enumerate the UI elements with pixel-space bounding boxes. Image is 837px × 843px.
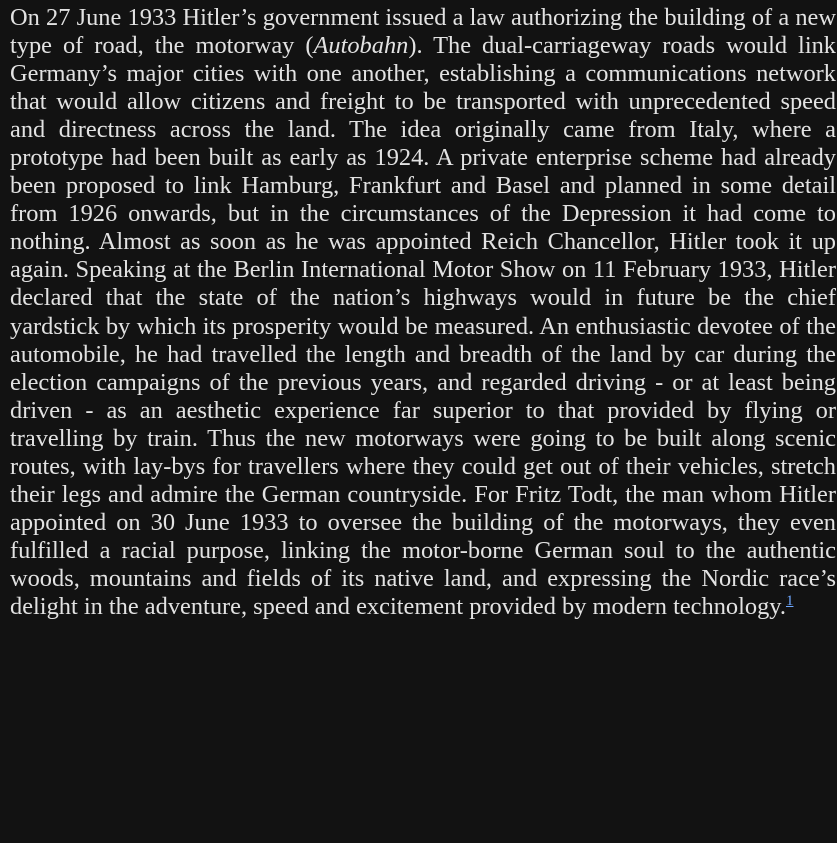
paragraph-text-rest: ). The dual-carriageway roads would link Germany’s major cities with one another, establishing a communications network that would allow citizens and freight to be transported with unprecedented speed and directness across the land. The idea originally came from Italy, where a prototype had been built as early as 1924. A private enterprise scheme had already been proposed to link Hamburg, Frankfurt and Basel and planned in some detail from 1926 onwards, but in the circumstances of the Depression it had come to nothing. Almost as soon as he was appointed Reich Chancellor, Hitler took it up again. Speaking at the Berlin International Motor Show on 11 February 1933, Hitler declared that the state of the nation’s highways would in future be the chief yardstick by which its prosperity would be measured. An enthusiastic devotee of the automobile, he had travelled the length and breadth of the land by car during the election campaigns of the previous years, and regarded driving - or at least being driven - as an aesthetic experience far superior to that provided by flying or travelling by train. Thus the new motorways were going to be built along scenic routes, with lay-bys for travellers where they could get out of their vehicles, stretch their legs and admire the German countryside. For Fritz Todt, the man whom Hitler appointed on 30 June 1933 to oversee the building of the motorways, they even fulfilled a racial purpose, linking the motor-borne German soul to the authentic woods, mountains and fields of its native land, and expressing the Nordic race’s delight in the adventure, speed and excitement provided by modern technology.	[10, 32, 836, 620]
body-paragraph	[10, 4, 836, 621]
italic-term-autobahn: Autobahn	[313, 32, 409, 60]
footnote-link[interactable]: 1	[785, 592, 794, 609]
paragraph-text-start: On 27 June 1933 Hitler’s government issued a law authorizing the building of a new type of road, the motorway (	[10, 4, 836, 60]
